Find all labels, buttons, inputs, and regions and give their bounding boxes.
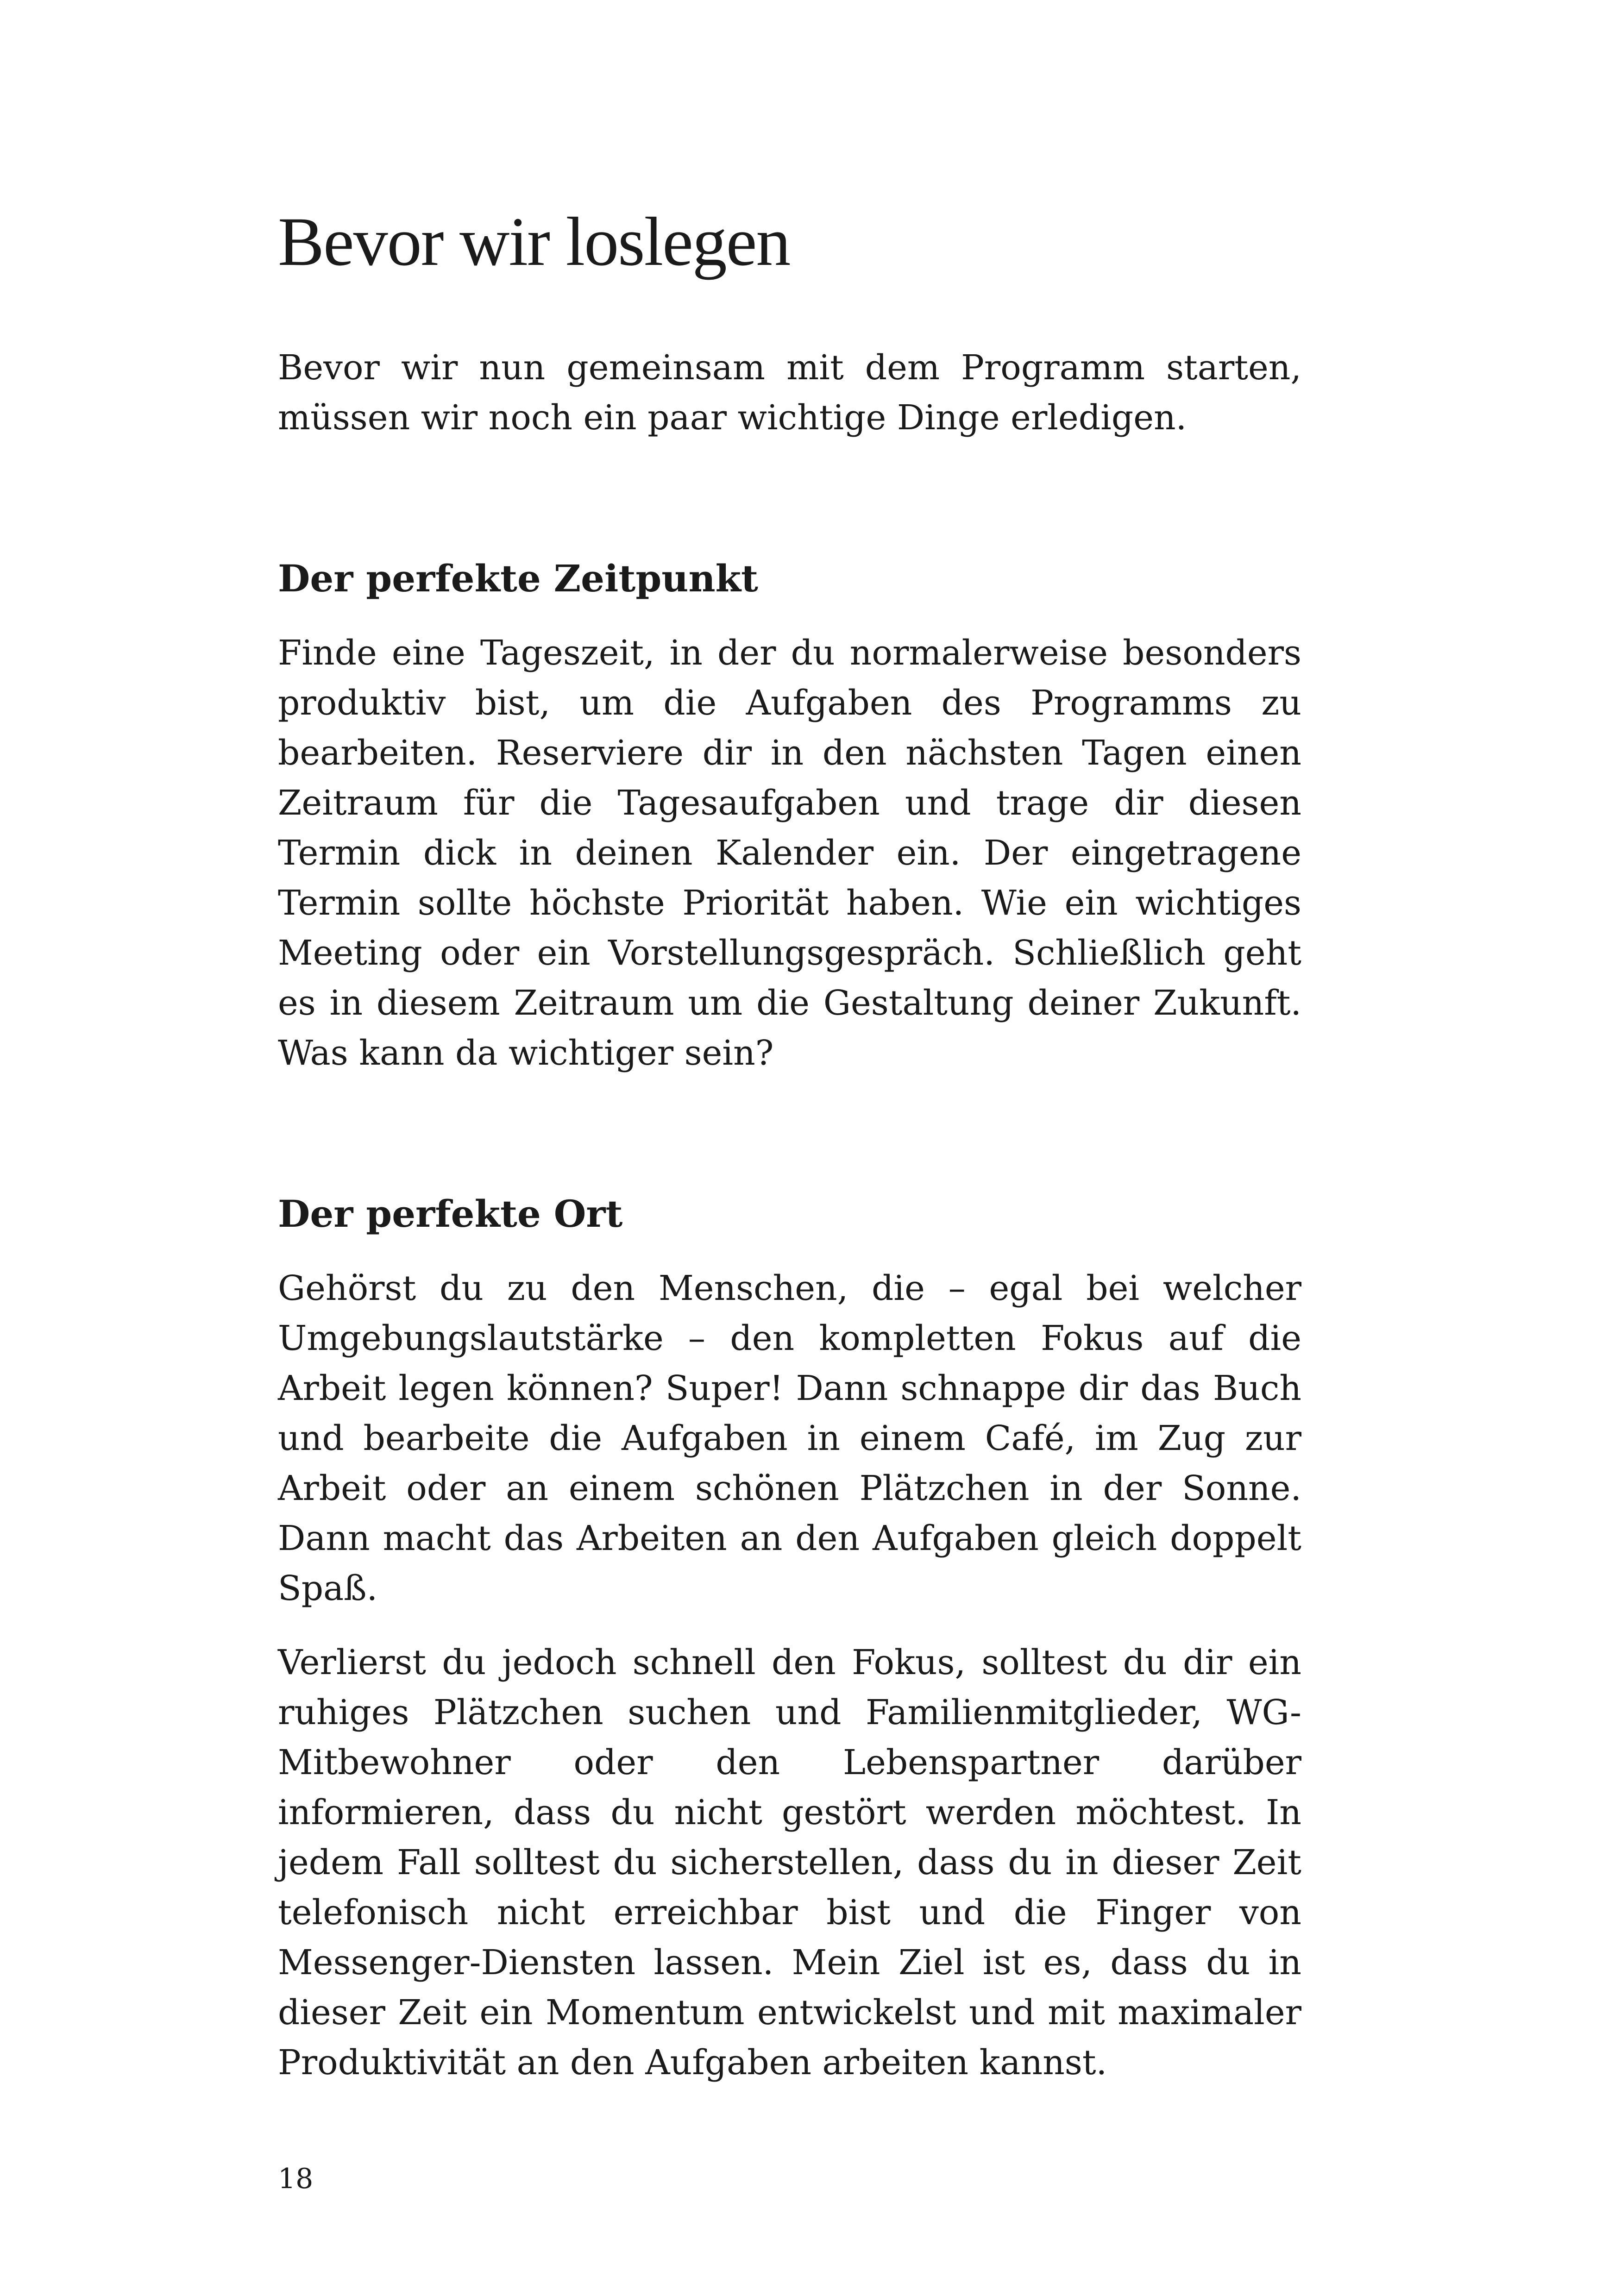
paragraph-ort-1: Gehörst du zu den Menschen, die – egal bei welcher Umgebungslautstärke – den kompletten Fokus auf die Arbeit legen können? Super! Dann schnappe dir das Buch und bearbeite die Aufgaben in einem Café, im Zug zur Arbeit oder an einem schönen Plätzchen in der Sonne. Dann macht das Arbeiten an den Aufgaben gleich doppelt Spaß.: [278, 1268, 1301, 1608]
paragraph-zeitpunkt-1: Finde eine Tageszeit, in der du normalerweise besonders produktiv bist, um die Aufgaben des Programms zu bearbeiten. Reserviere dir in den nächsten Tagen einen Zeitraum für die Tagesaufgaben und trage dir diesen Termin dick in deinen Kalender ein. Der eingetragene Termin sollte höchste Priorität haben. Wie ein wichtiges Meeting oder ein Vorstellungsgespräch. Schließlich geht es in diesem Zeitraum um die Gestaltung deiner Zukunft. Was kann da wichtiger sein?: [278, 633, 1301, 1073]
section-ort: [278, 1188, 1301, 2088]
page-number: 18: [278, 2163, 314, 2195]
chapter-title: Bevor wir loslegen: [278, 203, 790, 280]
section-zeitpunkt: [278, 553, 1301, 1078]
intro-paragraph: Bevor wir nun gemeinsam mit dem Programm starten, müssen wir noch ein paar wichtige Dinge erledigen.: [278, 348, 1301, 438]
page-content: [278, 204, 1301, 2088]
section-heading-ort: Der perfekte Ort: [278, 1192, 623, 1236]
section-heading-zeitpunkt: Der perfekte Zeitpunkt: [278, 557, 758, 600]
paragraph-ort-2: Verlierst du jedoch schnell den Fokus, solltest du dir ein ruhiges Plätzchen suchen und Familienmitglieder, WG-Mitbewohner oder den Lebenspartner darüber informieren, dass du nicht gestört werden möchtest. In jedem Fall solltest du sicherstellen, dass du in dieser Zeit telefonisch nicht erreichbar bist und die Finger von Messenger-Diensten lassen. Mein Ziel ist es, dass du in dieser Zeit ein Momentum entwickelst und mit maximaler Produktivität an den Aufgaben arbeiten kannst.: [278, 1643, 1301, 2083]
